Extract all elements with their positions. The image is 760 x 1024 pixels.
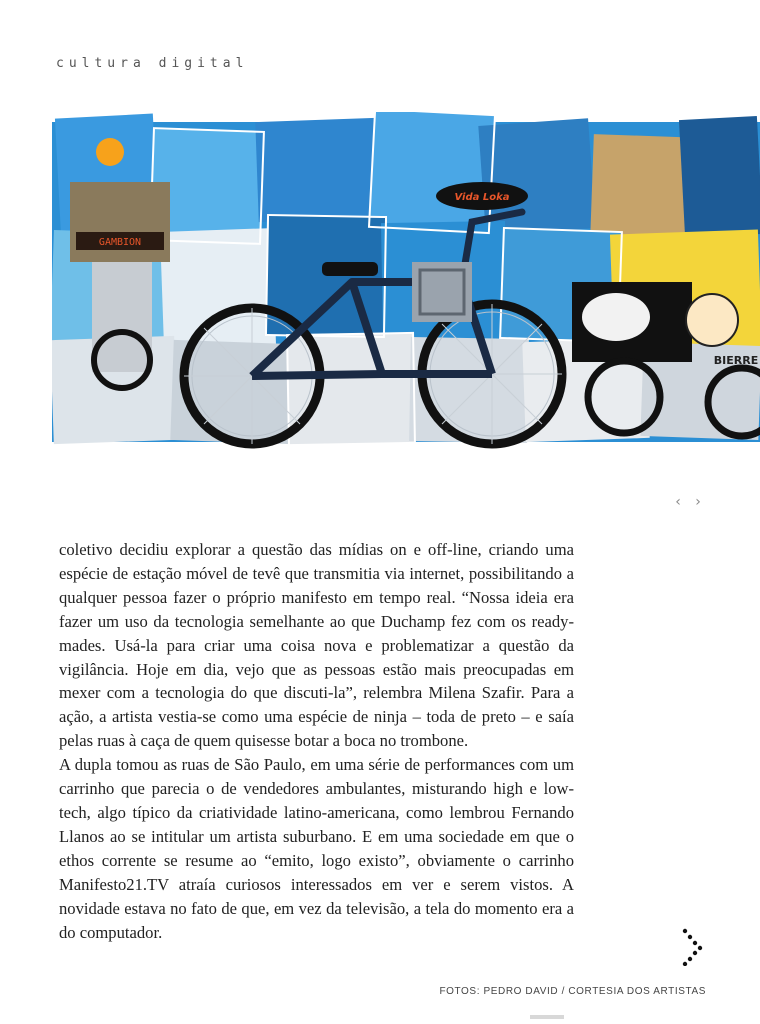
article-paragraph: coletivo decidiu explorar a questão das mídias on e off-line, criando uma espécie de estação móvel de tevê que transmitia via internet, possibilitando a qualquer pessoa fazer o próprio manifesto em tempo real. “Nossa ideia era fazer um uso da tecnologia semelhante ao que Duchamp fez com os ready-mades. Usá-la para criar uma coisa nova e problematizar a questão da vigilância. Hoje em dia, vejo que as pessoas estão mais preocupadas em mexer com a tecnologia do que discuti-la”, relembra Milena Szafir. Para a ação, a artista vestia-se como uma espécie de ninja – toda de preto – e saía pelas ruas à caça de quem quisesse botar a boca no trombone. <box>59 540 574 751</box>
page-indicator <box>530 1015 564 1019</box>
gallery-nav <box>672 494 704 512</box>
bike-tank-label: Vida Loka <box>454 192 510 203</box>
article-paragraph: A dupla tomou as ruas de São Paulo, em uma série de performances com um carrinho que parecia o de vendedores ambulantes, misturando high e low-tech, algo típico da criatividade latino-americana, como lembrou Fernando Llanos ao se intitular um artista suburbano. E em uma sociedade em que o ethos corrente se resume ao “emito, logo existo”, obviamente o carrinho Manifesto21.TV atraía curiosos interessados em ver e serem vistos. A novidade estava no fato de que, em vez da televisão, a tela do momento era a do computador. <box>59 755 574 942</box>
section-tag: cultura digital <box>56 56 249 71</box>
photo-credit: FOTOS: PEDRO DAVID / CORTESIA DOS ARTISTAS <box>439 986 706 997</box>
photo-collage <box>52 112 760 468</box>
cart-led-label: GAMBION <box>98 237 142 248</box>
article-body <box>59 538 574 944</box>
next-page-arrow-icon[interactable] <box>682 928 706 966</box>
collage-image <box>52 112 760 468</box>
prev-image-button[interactable]: ‹ <box>675 494 681 510</box>
sticker-label: BIERRE <box>713 354 759 367</box>
next-image-button[interactable]: › <box>695 494 701 510</box>
